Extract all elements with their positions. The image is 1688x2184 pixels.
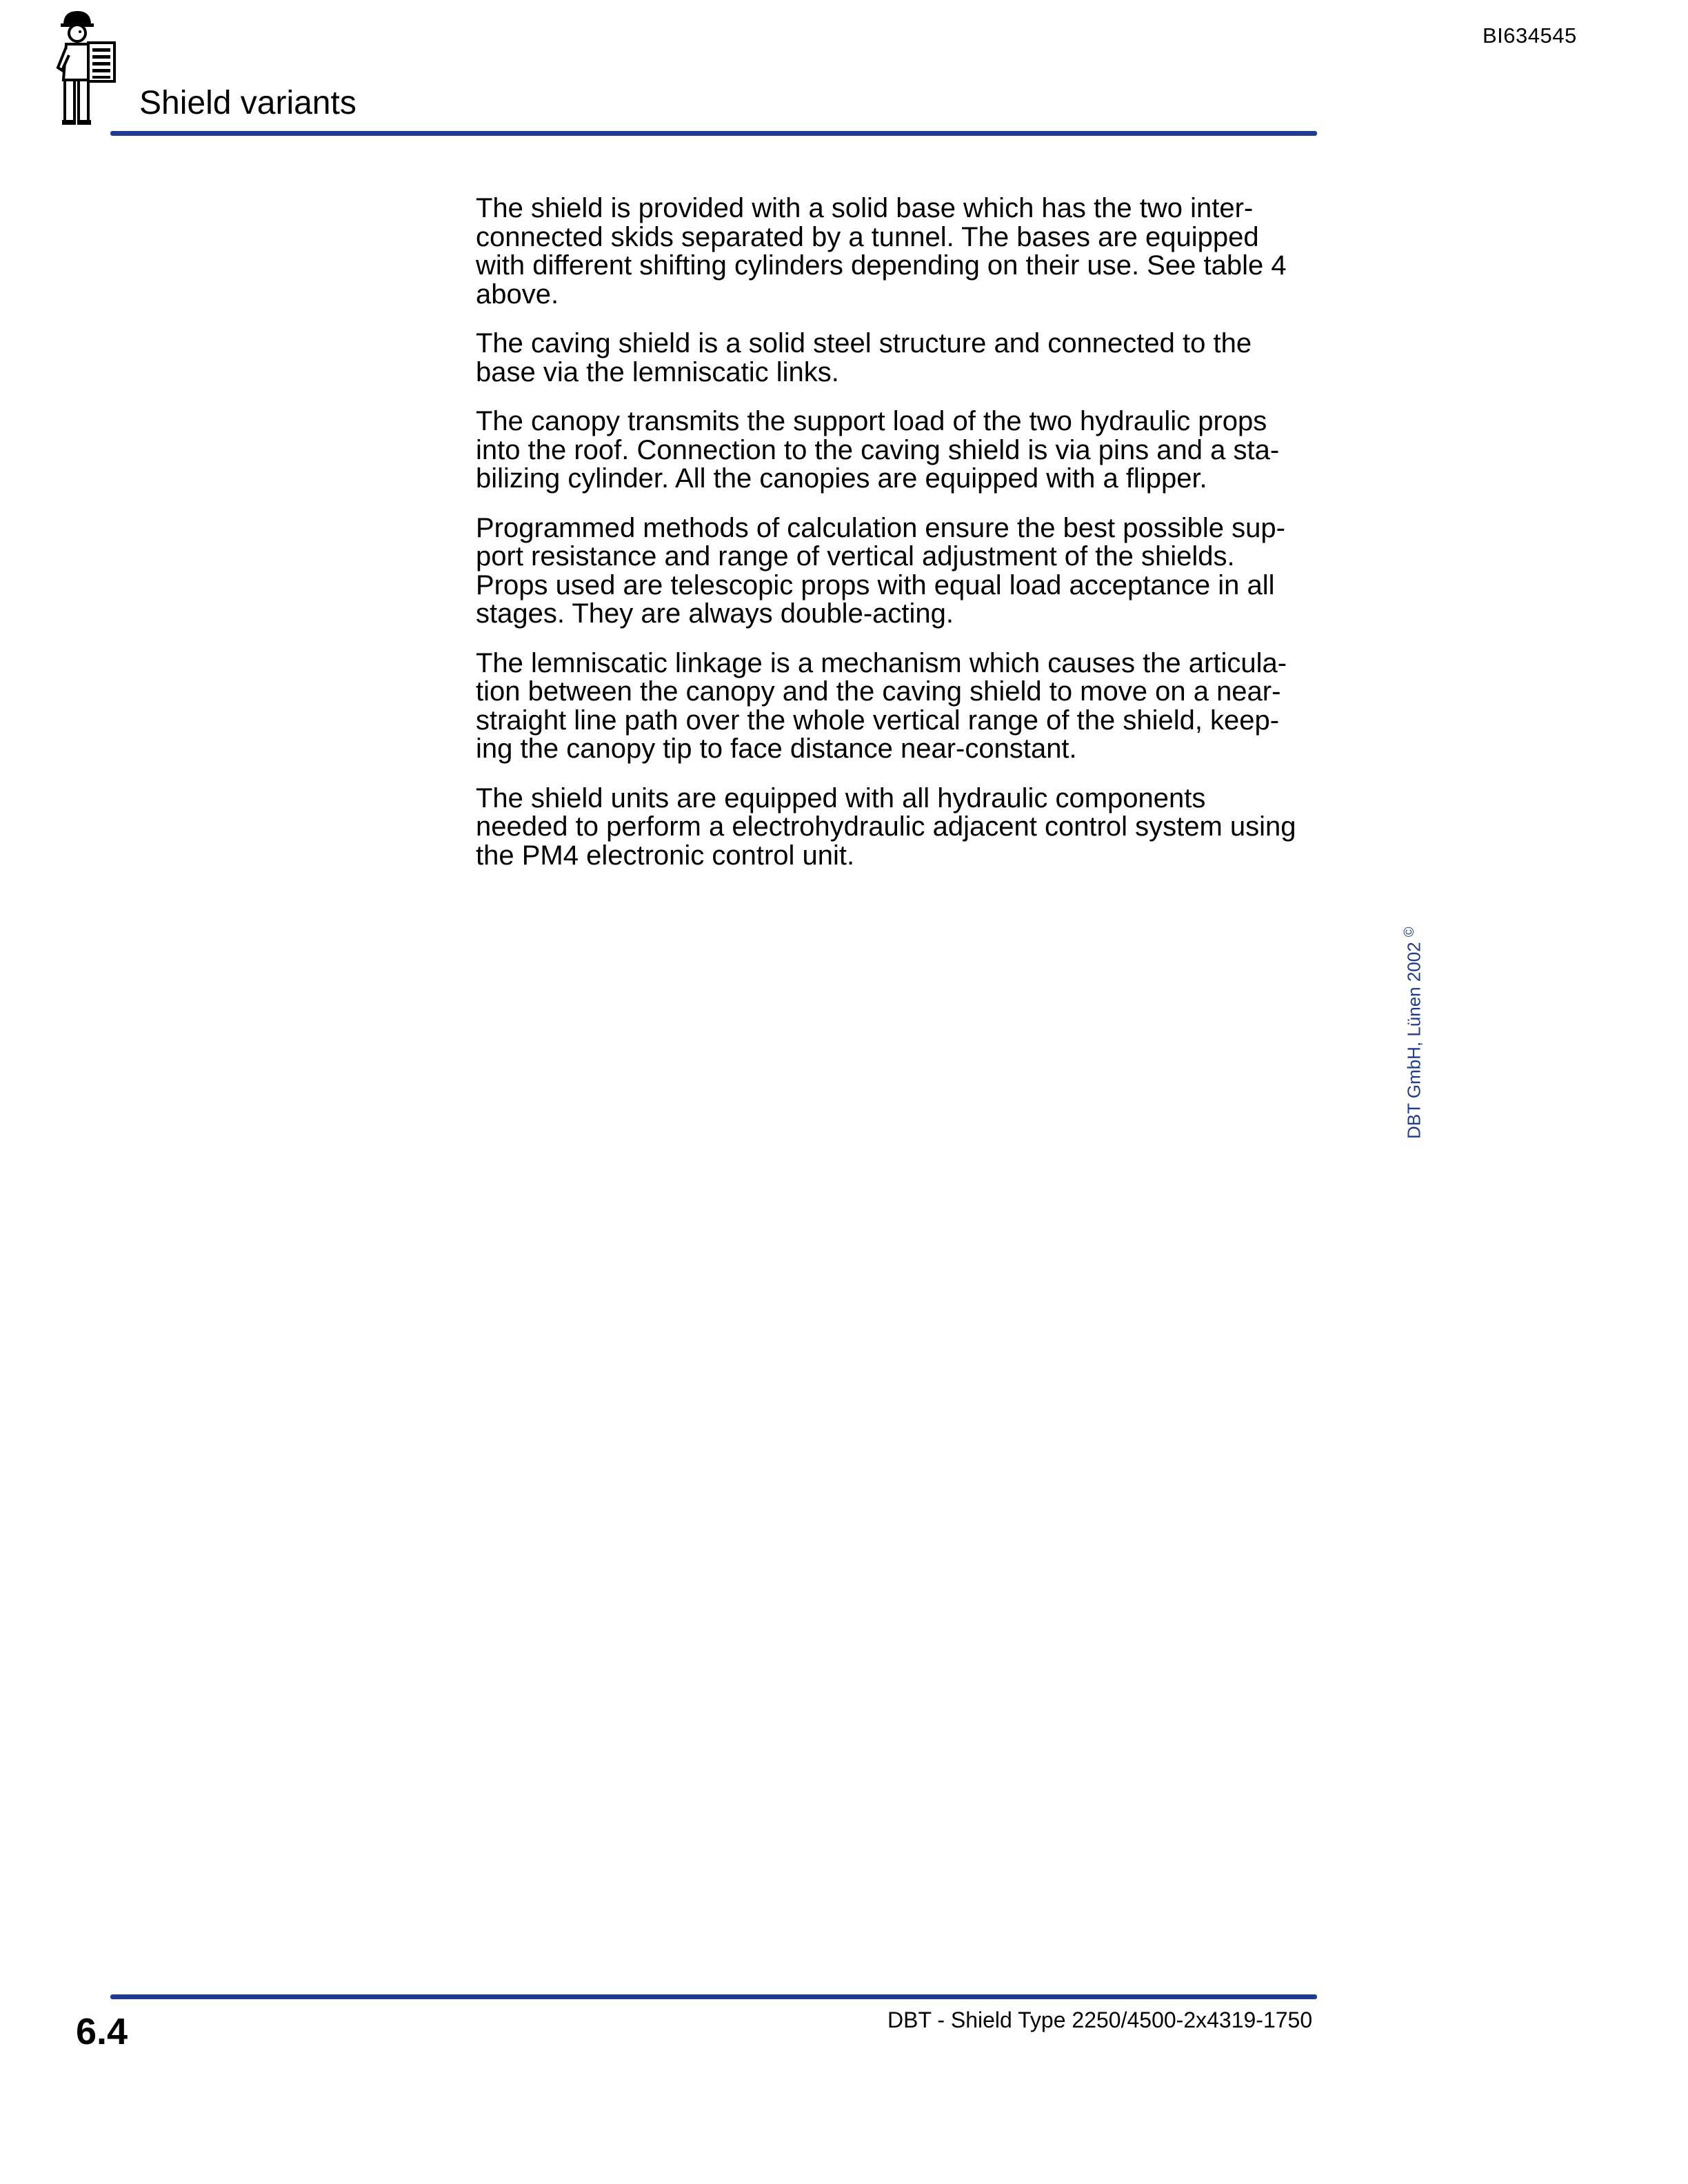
worker-with-document-icon	[48, 4, 128, 127]
copyright-text: DBT GmbH, Lünen 2002	[1403, 942, 1425, 1139]
footer-document-title: DBT - Shield Type 2250/4500-2x4319-1750	[887, 2008, 1313, 2032]
paragraph-base: The shield is provided with a solid base which has the two inter- connected skids separated by a tunnel. The bases are equipped with different shifting cylinders depending on their use. See table 4 above.	[476, 193, 1287, 310]
copyright-symbol: ©	[1402, 927, 1417, 938]
copyright-notice	[1402, 927, 1425, 1139]
paragraph-hydraulic-components: The shield units are equipped with all hydraulic components needed to perform a electrohydraulic adjacent control system using the PM4 electronic control unit.	[476, 782, 1296, 871]
body-text	[476, 194, 1321, 891]
footer-divider	[110, 1994, 1317, 1999]
page-title: Shield variants	[139, 85, 356, 121]
paragraph-calculation: Programmed methods of calculation ensure the best possible sup- port resistance and range of vertical adjustment of the shields. Props used are telescopic props with equal load acceptance in all stages. They are always double-acting.	[476, 512, 1285, 629]
paragraph-lemniscatic-linkage: The lemniscatic linkage is a mechanism which causes the articula- tion between the canopy and the caving shield to move on a near- straight line path over the whole vertical range of the shield, keep- ing the canopy tip to face distance near-constant.	[476, 647, 1287, 764]
paragraph-canopy: The canopy transmits the support load of the two hydraulic props into the roof. Connection to the caving shield is via pins and a sta- bilizing cylinder. All the canopies are equipped with a flipper.	[476, 406, 1280, 494]
document-id: BI634545	[1483, 23, 1577, 48]
paragraph-caving-shield: The caving shield is a solid steel structure and connected to the base via the lemniscatic links.	[476, 328, 1252, 387]
page-number: 6.4	[76, 2011, 128, 2052]
header-divider	[110, 131, 1317, 136]
